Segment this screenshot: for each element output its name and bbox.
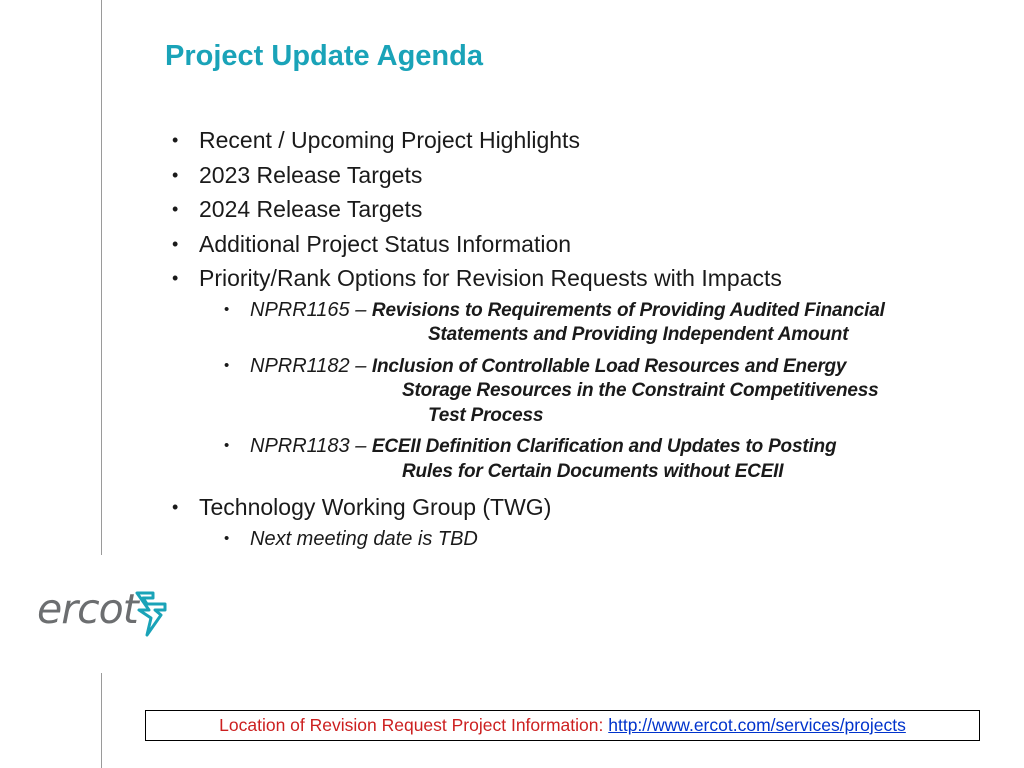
revision-number: NPRR1165 – [250, 298, 372, 321]
revision-request-list [222, 298, 990, 485]
agenda-item-twg: • Technology Working Group (TWG) [170, 490, 990, 525]
footer-label: Location of Revision Request Project Information: [219, 715, 609, 735]
projects-link[interactable]: http://www.ercot.com/services/projects [608, 715, 906, 735]
agenda-item-2023-targets: • 2023 Release Targets [170, 158, 990, 193]
twg-next-meeting: • Next meeting date is TBD [222, 527, 990, 552]
ercot-star-mark-icon [133, 591, 169, 639]
agenda-list [170, 123, 990, 557]
revision-number: NPRR1182 – [250, 354, 372, 377]
revision-title-line: Revisions to Requirements of Providing Audited Financial [371, 299, 885, 321]
left-divider-top [101, 0, 102, 555]
agenda-item-2024-targets: • 2024 Release Targets [170, 192, 990, 227]
revision-item-nprr1182 [222, 354, 990, 429]
agenda-item-status-info: • Additional Project Status Information [170, 227, 990, 262]
left-divider-bottom [101, 673, 102, 768]
revision-item-nprr1183 [222, 434, 990, 484]
revision-title-line: Statements and Providing Independent Amount [428, 324, 849, 345]
revision-item-nprr1165 [222, 298, 990, 348]
revision-title-line: Storage Resources in the Constraint Competitiveness [402, 380, 879, 401]
revision-title-line: Inclusion of Controllable Load Resources and Energy [371, 355, 847, 377]
revision-title-line: Test Process [428, 404, 544, 426]
revision-title-line: Rules for Certain Documents without ECEII [402, 460, 784, 482]
twg-sub-list [222, 527, 990, 552]
logo-wordmark: ercot [37, 585, 138, 633]
project-info-footer [145, 710, 980, 741]
revision-title-line: ECEII Definition Clarification and Updates to Posting [371, 436, 837, 457]
slide-title: Project Update Agenda [165, 40, 483, 72]
revision-number: NPRR1183 – [250, 435, 372, 457]
agenda-item-highlights: • Recent / Upcoming Project Highlights [170, 123, 990, 158]
agenda-item-priority-rank: • Priority/Rank Options for Revision Requests with Impacts [170, 261, 990, 296]
ercot-logo [37, 585, 169, 645]
